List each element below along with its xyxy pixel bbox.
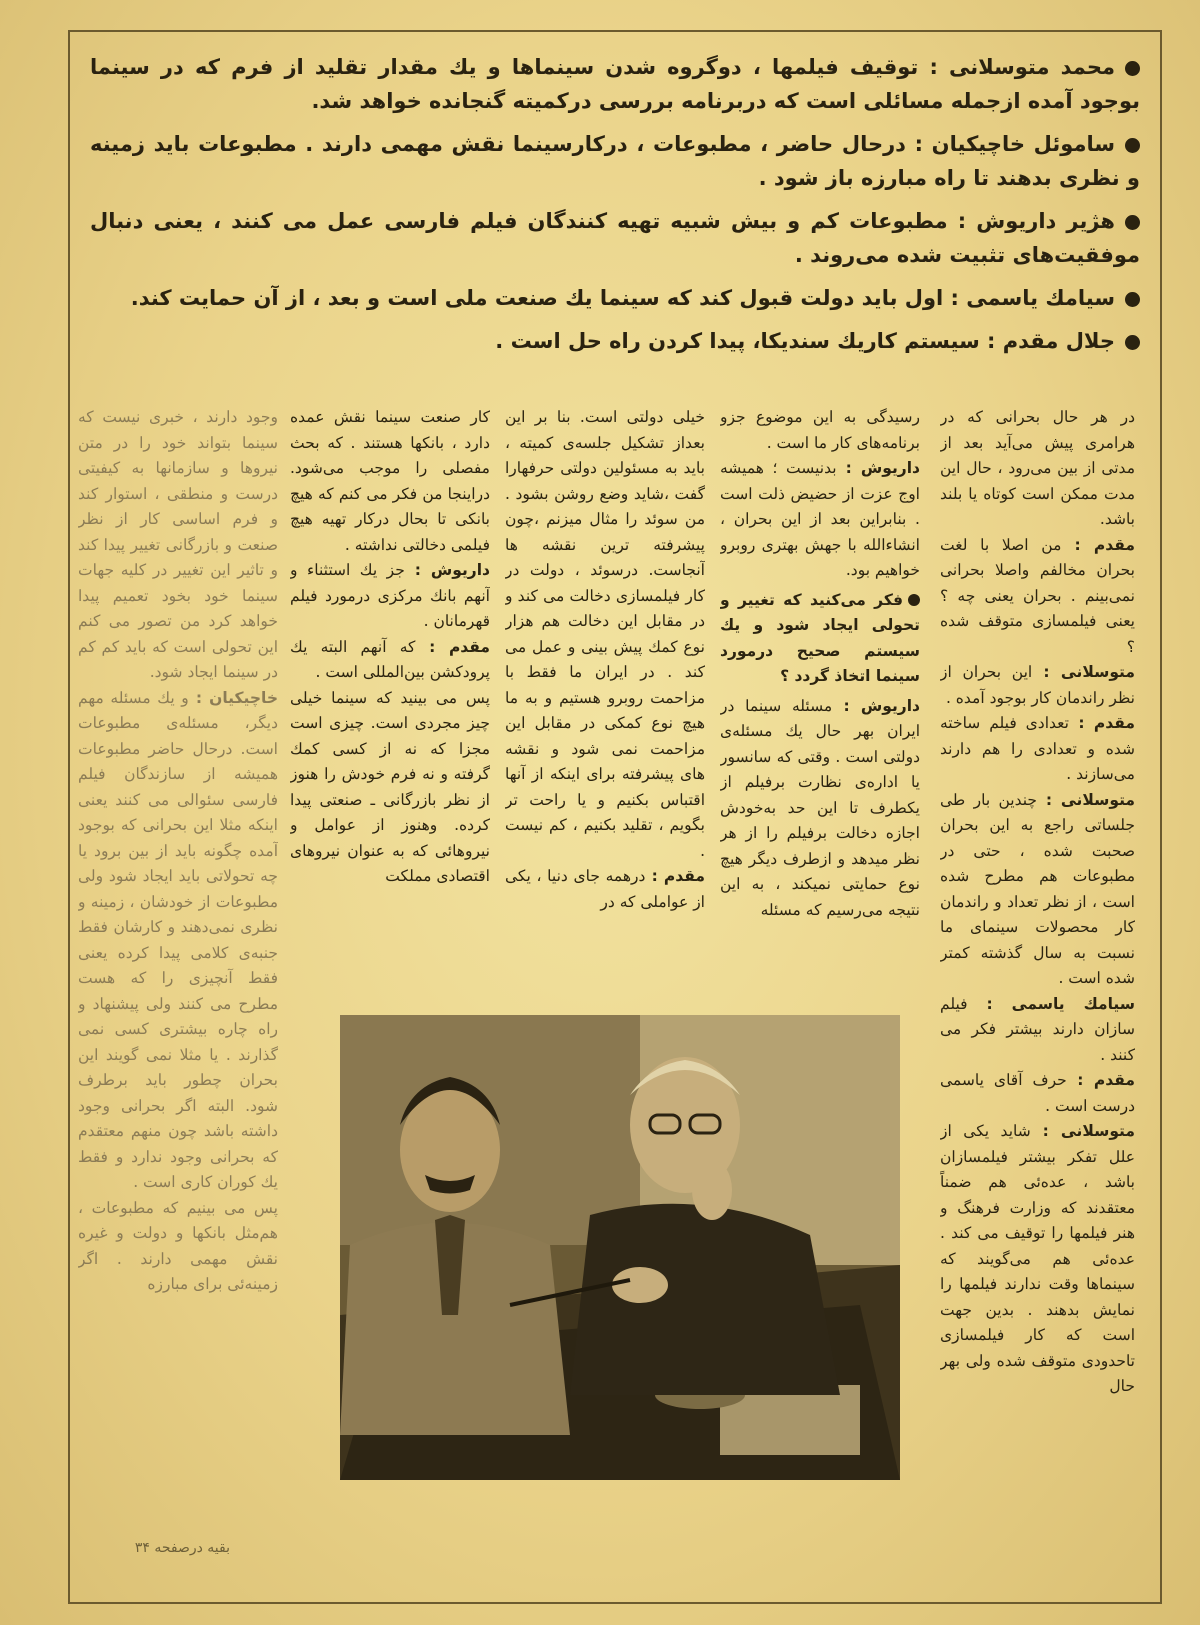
speaker-paragraph [940, 660, 1135, 711]
speaker-paragraph [940, 788, 1135, 992]
speaker-text: شاید یکی از علل تفکر بیشتر فیلمسازان باشد ، عده‌ئی هم ضمناً معتقدند که وزارت فرهنگ و هنر فیلمها را توقیف می کند . عده‌ئی هم می‌گویند که سینماها وقت ندارند فیلمها را نمایش بدهند . بدین جهت است که کار فیلمسازی تاحدودی متوقف شده ولی بهر حال [940, 1122, 1135, 1395]
bullet-icon [908, 594, 920, 606]
question-text: فکر می‌کنید که تغییر و تحولی ایجاد شود و یك سیستم صحیح درمورد سینما اتخاذ گردد ؟ [720, 590, 920, 685]
quote-line: هژیر داریوش : مطبوعات کم و بیش شبیه تهیه کنندگان فیلم فارسی عمل می کنند ، یعنی دنبال موفقیت‌های تثبیت شده می‌روند . [90, 209, 1140, 267]
speaker-name: متوسلانی : [1032, 663, 1135, 681]
article-column-5 [78, 405, 278, 1615]
speaker-text: من اصلا با لغت بحران مخالفم واصلا بحرانی نمی‌بینم . بحران یعنی چه ؟ یعنی فیلمسازی متوقف شده ؟ [940, 535, 1135, 656]
speaker-paragraph [940, 1119, 1135, 1400]
speaker-name: مقدم : [1066, 1071, 1135, 1089]
speaker-paragraph [940, 711, 1135, 788]
speaker-text: درهمه جای دنیا ، یکی از عواملی که در [505, 867, 705, 911]
speaker-paragraph [720, 694, 920, 924]
bullet-icon [1125, 292, 1140, 307]
paragraph-text: رسیدگی به این موضوع جزو برنامه‌های کار ما است . [720, 408, 920, 452]
speaker-text: این بحران از نظر راندمان کار بوجود آمده . [940, 663, 1135, 707]
bullet-icon [1125, 138, 1140, 153]
speaker-text: مسئله سینما در ایران بهر حال یك مسئله‌ی دولتی است . وقتی که سانسور یا اداره‌ی نظارت برفیلم از یکطرف تا این حد به‌خودش اجازه دخالت برفیلم را از هر نظر میدهد و ازطرف دیگر هیچ نوع حمایتی نمیکند ، به این نتیجه می‌رسیم که مسئله [720, 696, 920, 919]
roundtable-photo [340, 1015, 900, 1480]
bullet-icon [1125, 215, 1140, 230]
continued-on-page: بقیه درصفحه ۳۴ [134, 1540, 230, 1556]
article-column-1 [940, 405, 1135, 1585]
quote-summary [90, 50, 1140, 380]
speaker-paragraph [290, 558, 490, 635]
article-column-2 [720, 405, 920, 980]
speaker-text: چندین بار طی جلساتی راجع به این بحران صحبت شده ، حتی در مطبوعات هم مطرح شده است ، از نظر تعداد و راندمان کار محصولات سینمای ما نسبت به سال گذشته کمتر شده است . [940, 790, 1135, 987]
speaker-text: بدنیست ؛ همیشه اوج عزت از حضیض ذلت است . بنابراین بعد از این بحران ، انشاءالله با جهش بهتری روبرو خواهیم بود. [720, 459, 920, 579]
photo-illustration [340, 1015, 900, 1480]
speaker-name: مقدم : [415, 637, 490, 656]
speaker-text: که آنهم البته یك پرودکشن بین‌المللی است . [290, 637, 490, 681]
paragraph [720, 405, 920, 456]
speaker-paragraph [290, 635, 490, 686]
paragraph [78, 405, 278, 686]
speaker-text: حرف آقای یاسمی درست است . [940, 1071, 1135, 1115]
bullet-icon [1125, 335, 1140, 350]
speaker-paragraph [78, 686, 278, 1196]
paragraph [290, 405, 490, 558]
paragraph [290, 686, 490, 890]
speaker-name: متوسلانی : [1037, 790, 1135, 809]
paragraph-text: خیلی دولتی است. بنا بر این بعداز تشکیل جلسه‌ی کمیته ، باید به مسئولین دولتی حرفهارا گفت ،شاید وضع روشن بشود . من سوئد را مثال میزنم ،چون پیشرفته ترین نقشه ها آنجاست. درسوئد ، دولت در کار فیلمسازی دخالت می کند و در مقابل این دخالت هم هزار نوع کمك پیش بینی و عمل می کند . در ایران ما فقط با مزاحمت روبرو هستیم و به ما هیچ نوع کمکی در مقابل این مزاحمت نمی شود و نقشه های پیشرفته برای اینکه از آنها اقتباس بکنیم و یا راحت تر بگویم ، تقلید بکنیم ، کم نیست . [505, 408, 705, 860]
speaker-paragraph [505, 864, 705, 915]
paragraph-text: کار صنعت سینما نقش عمده دارد ، بانکها هستند . که بحث مفصلی را موجب می‌شود. دراینجا من فکر می کنم که هیچ بانکی تا بحال درکار تهیه هیچ فیلمی دخالتی نداشته . [290, 408, 490, 554]
speaker-paragraph [940, 1068, 1135, 1119]
interview-question [720, 588, 920, 690]
quote-line: جلال مقدم : سیستم کاریك سندیکا، پیدا کردن راه حل است . [90, 324, 1140, 358]
paragraph-text: پس می بینید که سینما خیلی چیز مجردی است. چیزی است مجزا که نه از کسی کمك گرفته و نه فرم خودش را هنوز از نظر بازرگانی ـ صنعتی پیدا کرده. وهنوز از عوامل و نیروهائی که به عنوان نیروهای اقتصادی مملکت [290, 688, 490, 885]
speaker-name: داریوش : [404, 561, 490, 579]
speaker-name: مقدم : [645, 867, 705, 885]
speaker-name: مقدم : [1061, 535, 1135, 554]
article-column-3 [505, 405, 705, 980]
paragraph-text: در هر حال بحرانی که در هرامری پیش می‌آید بعد از مدتی از بین می‌رود ، حال این مدت ممکن است کوتاه یا بلند باشد. [940, 408, 1135, 528]
paragraph [78, 1196, 278, 1298]
quote-line: ساموئل خاچیکیان : درحال حاضر ، مطبوعات ، درکارسینما نقش مهمی دارند . مطبوعات باید زمینه و نظری بدهند تا راه مبارزه باز شود . [90, 132, 1140, 190]
article-column-4 [290, 405, 490, 980]
speaker-text: جز یك استثناء و آنهم بانك مرکزی درمورد فیلم قهرمانان . [290, 561, 490, 630]
bullet-icon [1125, 61, 1140, 76]
speaker-name: سیامك یاسمی : [967, 994, 1135, 1013]
speaker-name: داریوش : [832, 696, 920, 715]
speaker-name: متوسلانی : [1030, 1122, 1135, 1140]
speaker-text: و یك مسئله مهم دیگر، مسئله‌ی مطبوعات است. درحال حاضر مطبوعات همیشه از سازندگان فیلم فارسی سئوالی می کنند یعنی اینکه مثلا این بحرانی که بوجود آمده چگونه باید از بین برود یا چه تحولاتی باید ایجاد شود ولی مطبوعات از خودشان ، زمینه و نظری نمی‌دهند و کارشان فقط جنبه‌ی کلامی پیدا کرده یعنی فقط آنچیزی را که هست مطرح می کنند ولی پیشنهاد و راه چاره بیشتری کسی نمی گذارند . یا مثلا نمی گویند این بحران چطور باید برطرف شود. البته اگر بحرانی وجود داشته باشد چون منهم معتقدم که بحرانی وجود ندارد و فقط یك کوران کاری است . [78, 688, 278, 1191]
quote-line: سیامك یاسمی : اول باید دولت قبول کند که سینما یك صنعت ملی است و بعد ، از آن حمایت کند. [90, 281, 1140, 315]
speaker-paragraph [940, 992, 1135, 1069]
speaker-name: داریوش : [836, 459, 920, 477]
speaker-paragraph [720, 456, 920, 584]
paragraph [505, 405, 705, 864]
quote-line: محمد متوسلانی : توقیف فیلمها ، دوگروه شدن سینماها و یك مقدار تقلید از فرم که در سینما بوجود آمده ازجمله مسائلی است که دربرنامه بررسی درکمیته گنجانده خواهد شد. [90, 55, 1140, 113]
paragraph-text: وجود دارند ، خبری نیست که سینما بتواند خود را در متن نیروها و سازمانها به کیفیتی درست و منطقی ، استوار کند و فرم اساسی کار از نظر صنعت و بازرگانی تغییر پیدا کند و تاثیر این تغییر در کلیه جهات سینما خود بخود تعمیم پیدا خواهد کرد من تصور می کنم این تحولی است که باید کم کم در سینما ایجاد شود. [78, 408, 278, 681]
paragraph-text: پس می بینیم که مطبوعات ، هم‌مثل بانکها و دولت و غیره نقش مهمی دارند . اگر زمینه‌ئی برای مبارزه [78, 1198, 278, 1293]
paragraph [940, 405, 1135, 533]
speaker-text: تعدادی فیلم ساخته شده و تعدادی را هم دارند می‌سازند . [940, 714, 1135, 783]
speaker-text: فیلم سازان دارند بیشتر فکر می کنند . [940, 994, 1135, 1064]
speaker-name: مقدم : [1068, 714, 1135, 732]
speaker-name: خاچیکیان : [188, 688, 278, 707]
speaker-paragraph [940, 533, 1135, 661]
